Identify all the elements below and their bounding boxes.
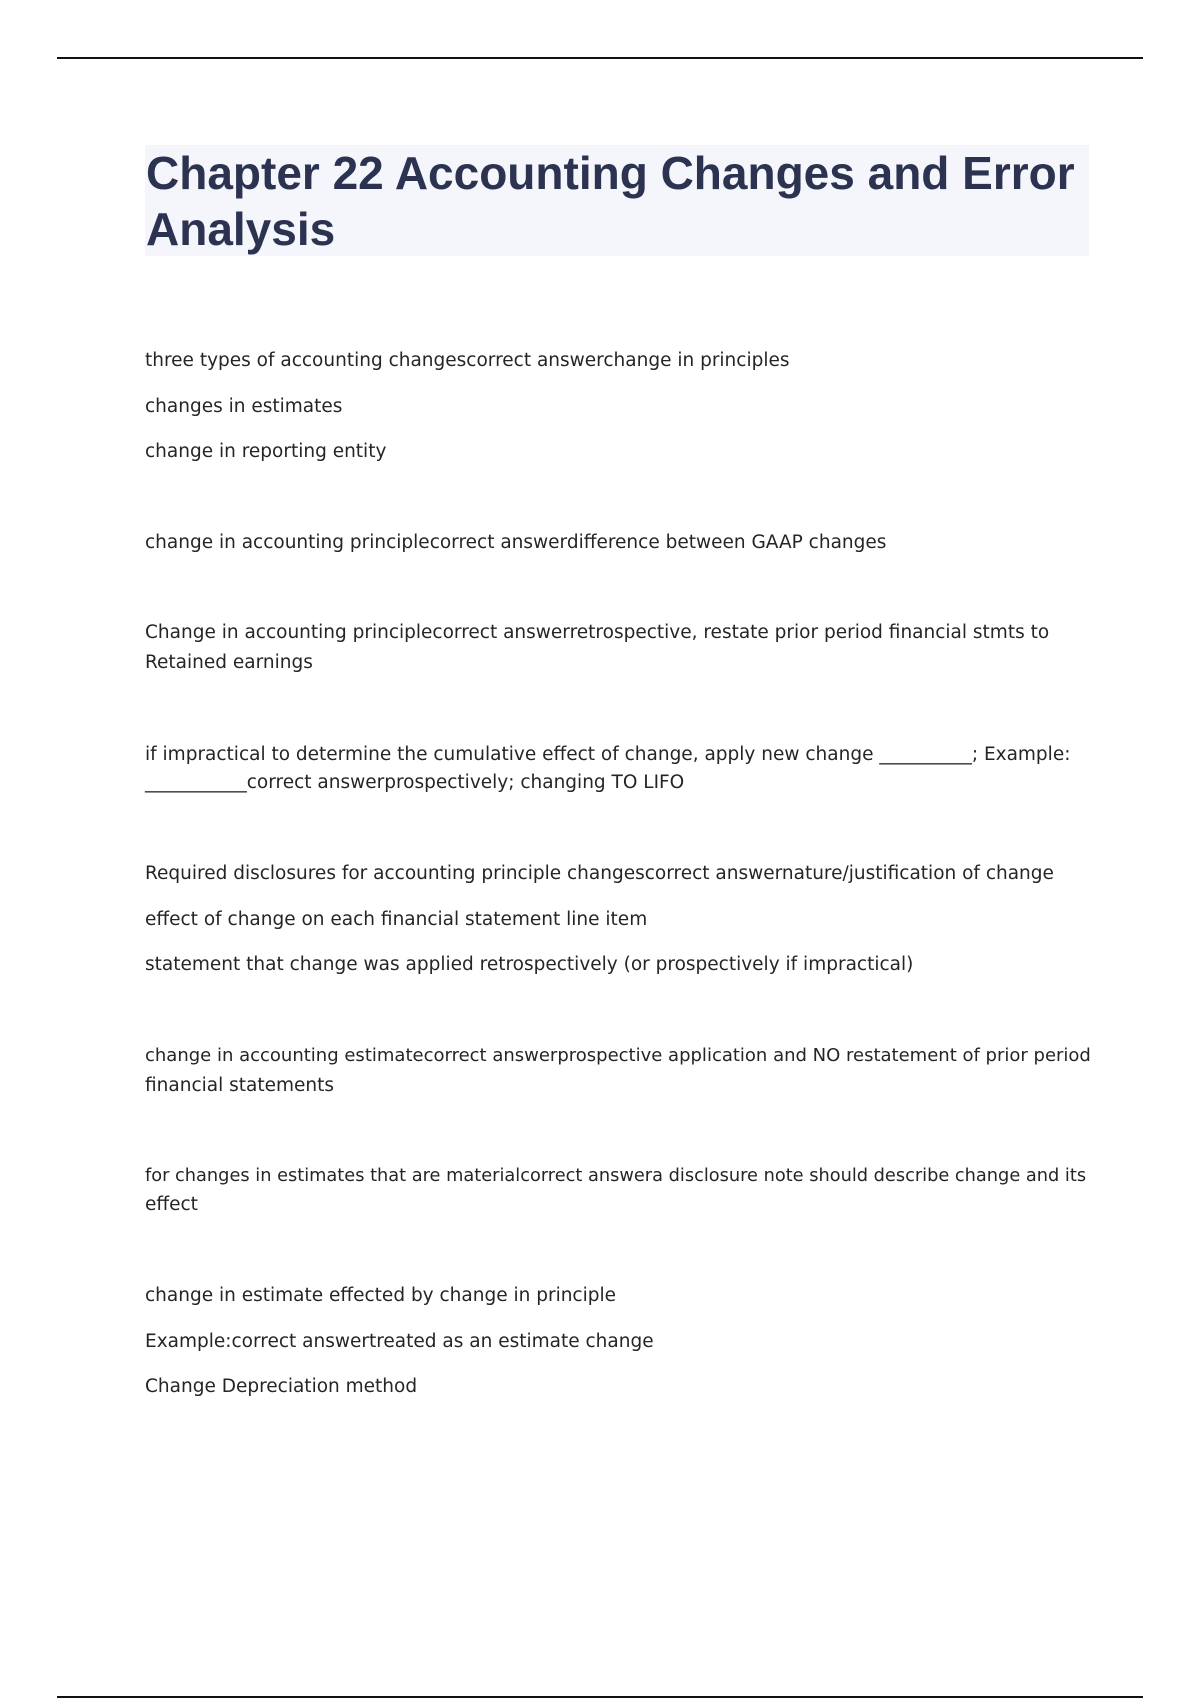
- entry-3-line-1: Change in accounting principlecorrect answerretrospective, restate prior period financial stmts to: [145, 622, 1050, 643]
- entry-1-line-3: change in reporting entity: [145, 441, 387, 462]
- entry-1-line-2: changes in estimates: [145, 396, 343, 417]
- entry-8-line-3: Change Depreciation method: [145, 1376, 418, 1397]
- entry-2-line-1: change in accounting principlecorrect answerdifference between GAAP changes: [145, 532, 887, 553]
- entry-7-line-2: effect: [145, 1194, 198, 1215]
- entry-6-line-1: change in accounting estimatecorrect answerprospective application and NO restatement of prior period: [145, 1045, 1091, 1066]
- document-title: Chapter 22 Accounting Changes and Error Analysis: [146, 147, 1075, 255]
- title-block: [145, 145, 1089, 256]
- entry-4-line-1: if impractical to determine the cumulative effect of change, apply new change __________; Example:: [145, 744, 1071, 765]
- entry-3-line-2: Retained earnings: [145, 652, 313, 673]
- entry-5-line-3: statement that change was applied retrospectively (or prospectively if impractical): [145, 954, 914, 975]
- entry-4-line-2: ___________correct answerprospectively; changing TO LIFO: [145, 772, 685, 793]
- entry-5-line-1: Required disclosures for accounting principle changescorrect answernature/justification of change: [145, 863, 1054, 884]
- header-rule: [57, 57, 1143, 59]
- entry-1-line-1: three types of accounting changescorrect answerchange in principles: [145, 350, 790, 371]
- entry-8-line-2: Example:correct answertreated as an estimate change: [145, 1331, 654, 1352]
- entry-8-line-1: change in estimate effected by change in principle: [145, 1285, 617, 1306]
- footer-rule: [57, 1696, 1143, 1698]
- entry-6-line-2: financial statements: [145, 1075, 334, 1096]
- entry-5-line-2: effect of change on each financial statement line item: [145, 909, 648, 930]
- entry-7-line-1: for changes in estimates that are materialcorrect answera disclosure note should describe change and its: [145, 1166, 1087, 1186]
